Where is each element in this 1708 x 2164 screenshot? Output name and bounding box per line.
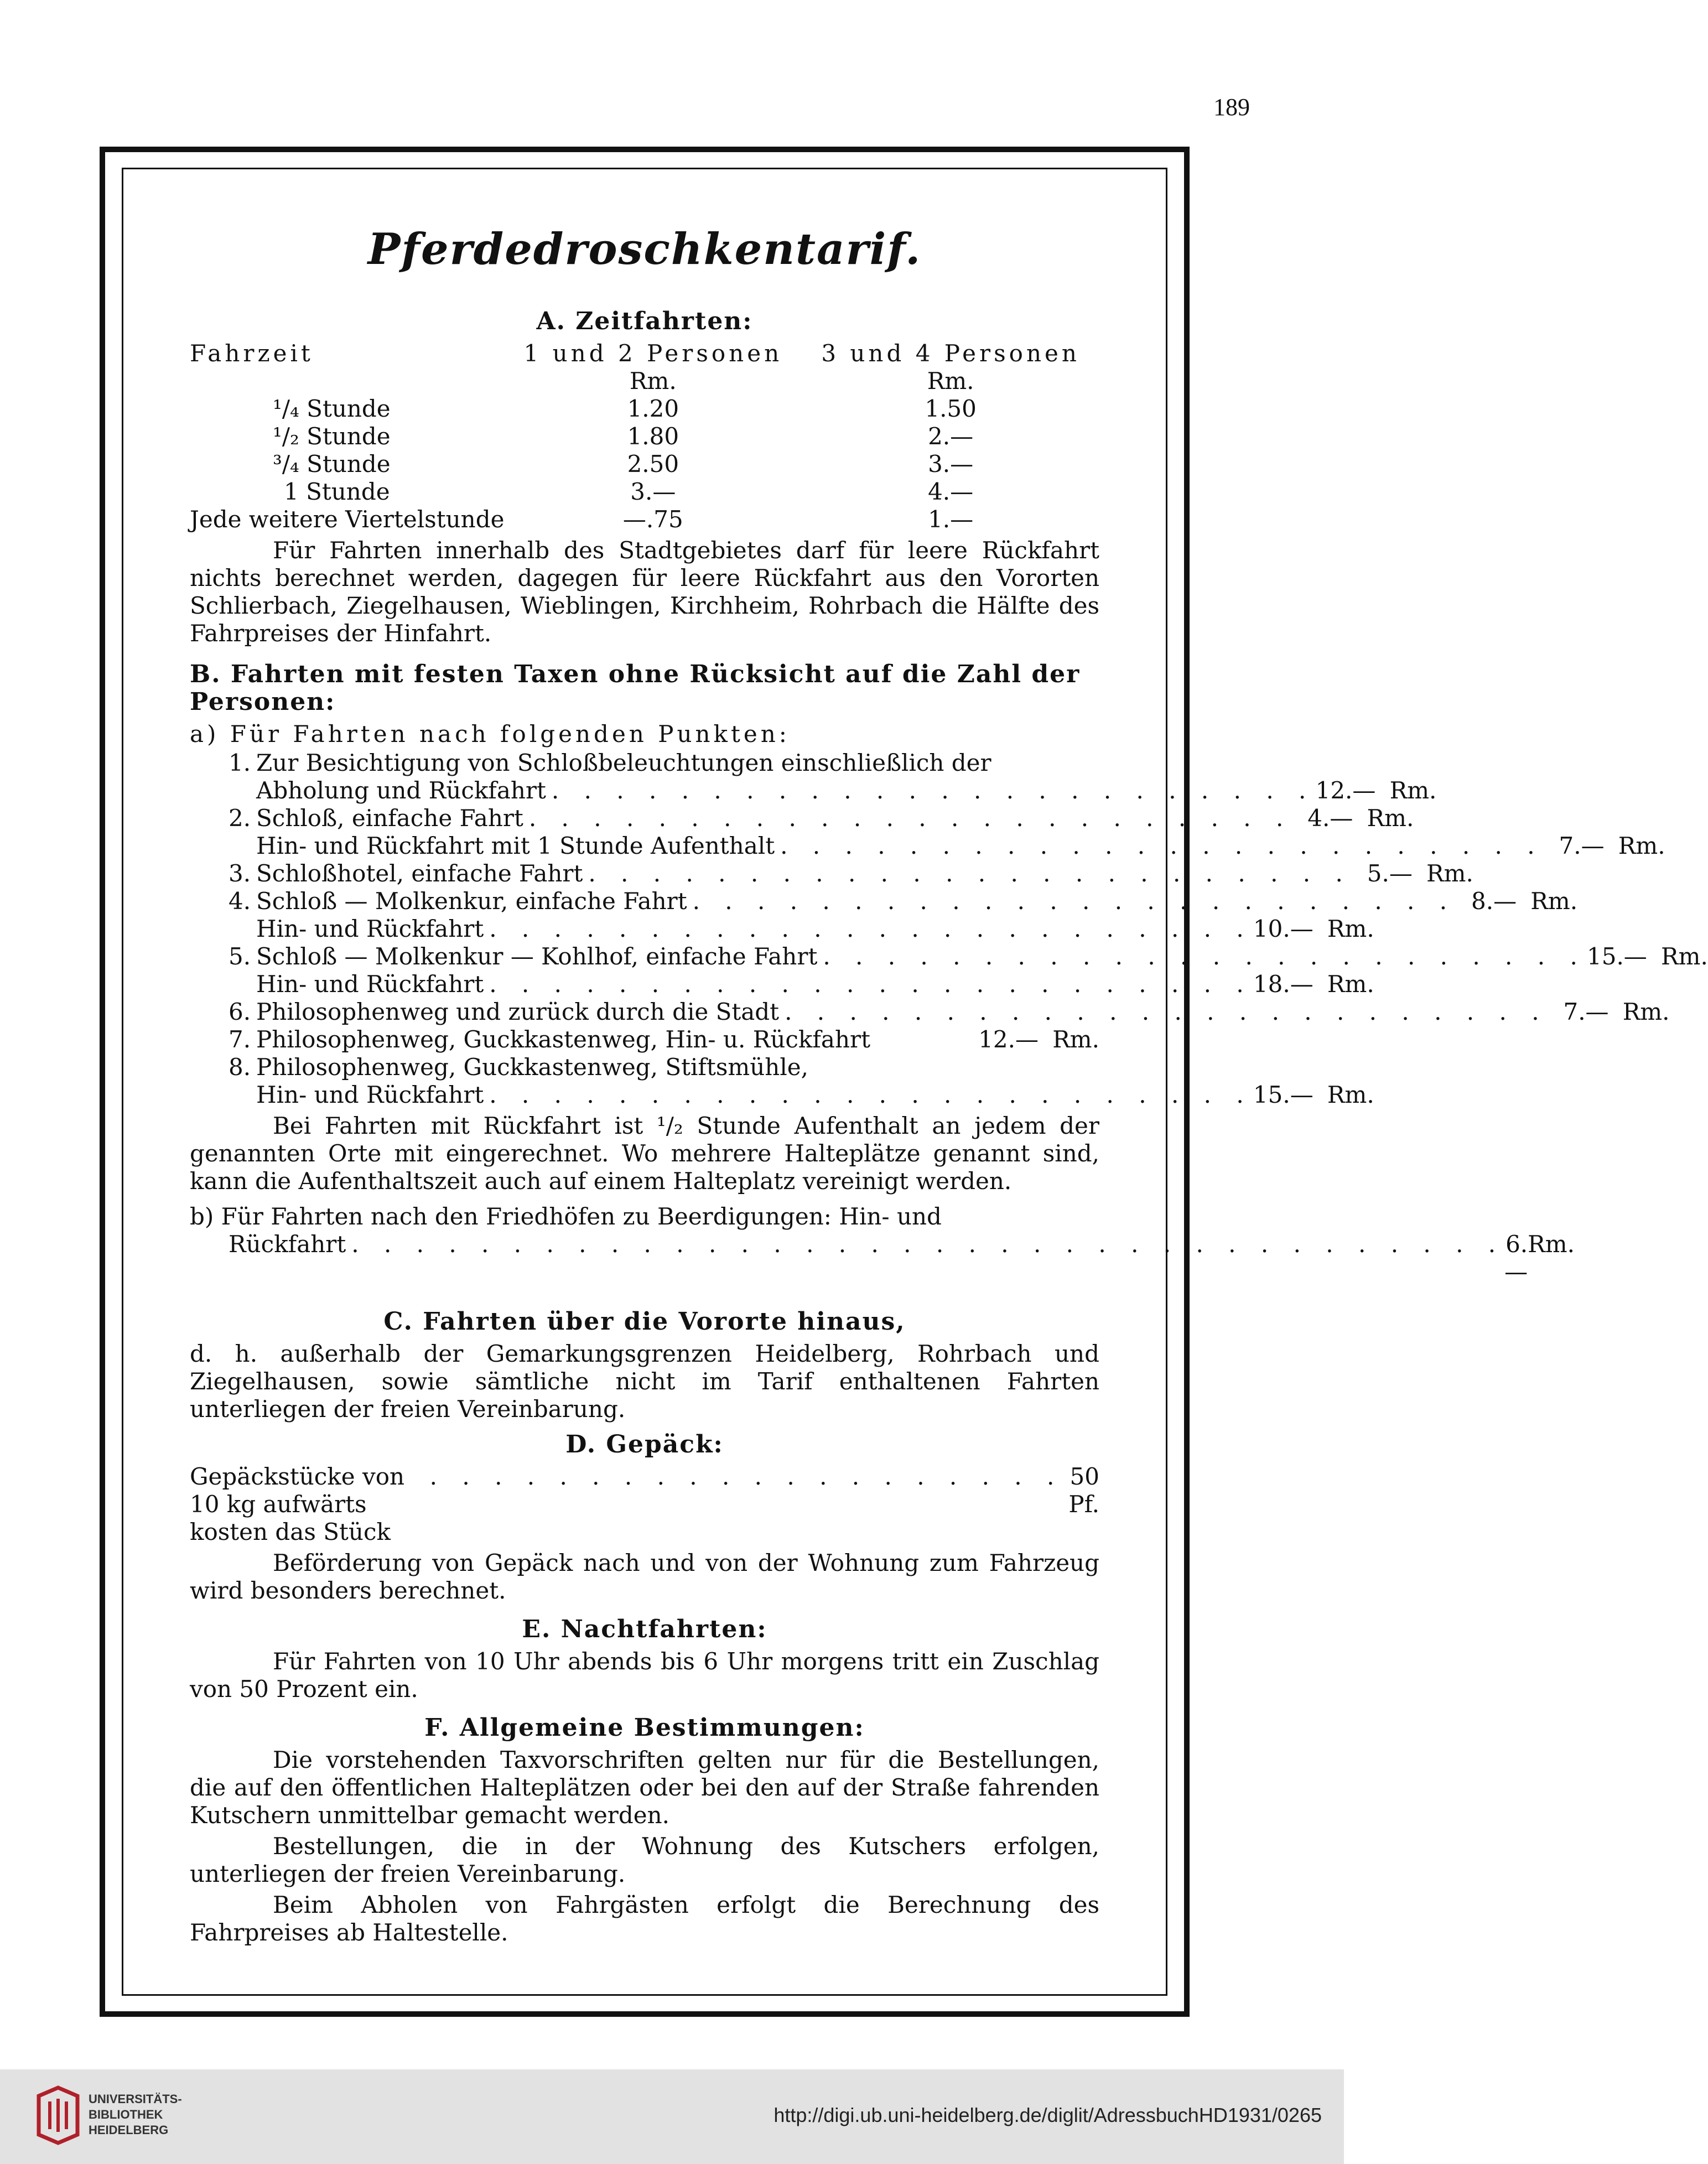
item-currency: Rm.: [1389, 777, 1437, 804]
dot-leader: . . . . . . . . . . . . . . . . . . . . . . . .: [823, 943, 1586, 970]
section-c-text: d. h. außerhalb der Gemarkungsgrenzen Heidelberg, Rohrbach und Ziegelhausen, sowie sämtliche nicht im Tarif enthaltenen Fahrten unterliegen der freien Vereinbarung.: [190, 1340, 1099, 1423]
column-header: Fahrzeit: [190, 340, 314, 367]
item-number: 6.: [229, 998, 251, 1025]
item-text: Schloß — Molkenkur — Kohlhof, einfache Fahrt: [256, 943, 818, 970]
section-f-paragraph: Beim Abholen von Fahrgästen erfolgt die Berechnung des Fahrpreises ab Haltestelle.: [190, 1891, 1099, 1946]
dot-leader: . . . . . . . . . . . . . . . . . . . . . . . .: [785, 998, 1548, 1025]
item-number: 1.: [229, 749, 251, 776]
dot-leader: . . . . . . . . . . . . . . . . . . . . . . . . . . . . . . . . . . . .: [351, 1231, 1505, 1258]
list-item: [229, 915, 1374, 943]
library-name-line: BIBLIOTHEK: [89, 2108, 163, 2121]
currency-label: Rm.: [629, 367, 677, 395]
dot-leader: . . . . . . . . . . . . . . . . . . . . . . . .: [489, 1081, 1253, 1108]
item-currency: Rm.: [1367, 805, 1414, 832]
section-a-heading: A. Zeitfahrten:: [536, 307, 753, 335]
dot-leader: . . . . . . . . . . . . . . . . . . . . . . . .: [489, 915, 1253, 942]
section-b-heading: B. Fahrten mit festen Taxen ohne Rücksicht auf die Zahl der Personen:: [190, 660, 1081, 716]
item-text: Hin- und Rückfahrt: [256, 915, 484, 942]
item-number: 7.: [229, 1026, 251, 1053]
row-label: ¹/₂ Stunde: [273, 423, 391, 450]
item-currency: Rm.: [1426, 860, 1473, 887]
list-item: [229, 1054, 1099, 1081]
item-price: 15.—: [1587, 943, 1647, 970]
section-c-heading: C. Fahrten über die Vororte hinaus,: [383, 1307, 906, 1336]
item-price: 12.—: [1315, 777, 1376, 804]
price-cell: 1.—: [928, 506, 974, 533]
sub-b-price: 6.—: [1504, 1231, 1528, 1285]
table-row: [190, 450, 1099, 478]
item-price: 8.—: [1471, 888, 1517, 915]
item-text: Philosophenweg und zurück durch die Stadt: [256, 998, 780, 1025]
section-b-sub-b-row: [190, 1231, 1575, 1286]
fixed-fare-list: [229, 749, 1708, 1109]
currency-label: Rm.: [927, 367, 974, 395]
library-name: [89, 2092, 182, 2138]
item-text: Hin- und Rückfahrt: [256, 1081, 484, 1108]
section-a-note: Für Fahrten innerhalb des Stadtgebietes darf für leere Rückfahrt nichts berechnet werden, dagegen für leere Rückfahrt aus den Vororten Schlierbach, Ziegelhausen, Wieblingen, Kirchheim, Rohrbach die Hälfte des Fahrpreises der Hinfahrt.: [190, 537, 1099, 647]
dot-leader: . . . . . . . . . . . . . . . . . . . . . . . .: [780, 832, 1544, 859]
item-currency: Rm.: [1530, 888, 1578, 915]
price-cell: 3.—: [928, 450, 974, 478]
item-currency: Rm.: [1327, 915, 1374, 942]
item-price: 4.—: [1307, 805, 1353, 832]
table-row: [190, 478, 1099, 506]
row-label: 1 Stunde: [284, 478, 390, 505]
item-currency: Rm.: [1327, 971, 1374, 998]
currency-row: [190, 367, 1099, 395]
luggage-row: [190, 1463, 1099, 1546]
item-text: Schloßhotel, einfache Fahrt: [256, 860, 583, 887]
library-logo-icon: [33, 2085, 83, 2146]
item-text: Hin- und Rückfahrt mit 1 Stunde Aufenthalt: [256, 832, 775, 859]
section-e-heading: E. Nachtfahrten:: [522, 1615, 767, 1643]
column-header: 3 und 4 Personen: [821, 340, 1080, 367]
list-item: [229, 1026, 1099, 1054]
list-item: [229, 749, 1099, 777]
section-d-heading: D. Gepäck:: [565, 1430, 724, 1459]
item-currency: Rm.: [1052, 1026, 1099, 1053]
section-d-note: Beförderung von Gepäck nach und von der Wohnung zum Fahrzeug wird besonders berechnet.: [190, 1549, 1099, 1604]
list-item: [229, 832, 1665, 860]
price-cell: 3.—: [630, 478, 676, 505]
price-cell: 2.50: [627, 450, 679, 478]
dot-leader: . . . . . . . . . . . . . . . . . . . . . . . .: [551, 777, 1315, 804]
list-item: [229, 998, 1670, 1026]
dot-leader: . . . . . . . . . . . . . . . . . . . . . . . .: [692, 888, 1456, 915]
item-price: 5.—: [1367, 860, 1413, 887]
luggage-text: Gepäckstücke von 10 kg aufwärts kosten das Stück: [190, 1463, 405, 1545]
section-b-note: Bei Fahrten mit Rückfahrt ist ¹/₂ Stunde Aufenthalt an jedem der genannten Orte mit eingerechnet. Wo mehrere Halteplätze genannt sind, kann die Aufenthaltszeit auch auf einem Halteplatz vereinigt werden.: [190, 1112, 1099, 1195]
item-text: Schloß, einfache Fahrt: [256, 805, 523, 832]
item-currency: Rm.: [1618, 832, 1665, 859]
item-number: 3.: [229, 860, 251, 887]
page-number: 189: [1213, 94, 1250, 121]
price-cell: —.75: [622, 506, 683, 533]
item-text: Abholung und Rückfahrt: [256, 777, 546, 804]
item-currency: Rm.: [1622, 998, 1670, 1025]
row-label: ¹/₄ Stunde: [273, 395, 391, 422]
table-header-row: [190, 340, 1099, 367]
item-number: 8.: [229, 1054, 251, 1081]
dot-leader: . . . . . . . . . . . . . . . . . . . . . . . .: [588, 860, 1352, 887]
sub-b-currency: Rm.: [1528, 1231, 1575, 1258]
section-b-sub-a: a) Für Fahrten nach folgenden Punkten:: [190, 720, 790, 748]
item-number: 5.: [229, 943, 251, 970]
dot-leader: . . . . . . . . . . . . . . . . . . . . . . . .: [528, 805, 1292, 832]
item-number: 4.: [229, 888, 251, 915]
sub-b-text: Rückfahrt: [229, 1231, 346, 1258]
item-text: Philosophenweg, Guckkastenweg, Hin- u. Rückfahrt: [256, 1026, 870, 1053]
time-tariff-table: [190, 340, 1099, 533]
price-cell: 4.—: [928, 478, 974, 505]
item-price: 7.—: [1563, 998, 1609, 1025]
item-text: Schloß — Molkenkur, einfache Fahrt: [256, 888, 687, 915]
item-price: 7.—: [1559, 832, 1605, 859]
row-label: ³/₄ Stunde: [273, 450, 391, 478]
dot-leader: . . . . . . . . . . . . . . . . . . . . . . . .: [489, 971, 1253, 998]
item-price: 12.—: [978, 1026, 1039, 1053]
source-url-link[interactable]: http://digi.ub.uni-heidelberg.de/diglit/AdressbuchHD1931/0265: [773, 2104, 1322, 2126]
row-label: Jede weitere Viertelstunde: [190, 506, 505, 533]
item-price: 15.—: [1253, 1081, 1314, 1108]
luggage-price: 50 Pf.: [1068, 1463, 1099, 1518]
item-text: Hin- und Rückfahrt: [256, 971, 484, 998]
library-name-line: UNIVERSITÄTS-: [89, 2092, 182, 2106]
item-price: 10.—: [1253, 915, 1314, 942]
list-item: [229, 805, 1414, 832]
price-cell: 1.20: [627, 395, 679, 422]
section-f-paragraph: Die vorstehenden Taxvorschriften gelten nur für die Bestellungen, die auf den öffentlichen Halteplätzen oder bei den auf der Straße fahrenden Kutschern unmittelbar gemacht werden.: [190, 1746, 1099, 1829]
library-name-line: HEIDELBERG: [89, 2123, 169, 2137]
section-f-paragraph: Bestellungen, die in der Wohnung des Kutschers erfolgen, unterliegen der freien Vereinbarung.: [190, 1833, 1099, 1887]
table-row: [190, 506, 1099, 533]
document-title: Pferdedroschkentarif.: [367, 224, 922, 274]
document-content: [190, 224, 1708, 1947]
dot-leader: . . . . . . . . . . . . . . . . . . . .: [429, 1463, 1063, 1490]
list-item: [229, 888, 1578, 915]
footer-bar: [0, 2069, 1344, 2164]
list-item: [229, 777, 1437, 805]
list-item: [229, 943, 1708, 971]
page-frame-inner: [122, 168, 1708, 1996]
list-item: [229, 971, 1374, 998]
item-text: Zur Besichtigung von Schloßbeleuchtungen einschließlich der: [256, 749, 991, 776]
item-currency: Rm.: [1327, 1081, 1374, 1108]
column-header: 1 und 2 Personen: [523, 340, 783, 367]
section-f-heading: F. Allgemeine Bestimmungen:: [424, 1714, 865, 1742]
section-b-sub-b: b) Für Fahrten nach den Friedhöfen zu Beerdigungen: Hin- und: [190, 1203, 942, 1230]
item-number: 2.: [229, 805, 251, 832]
item-text: Philosophenweg, Guckkastenweg, Stiftsmühle,: [256, 1054, 808, 1081]
item-price: 18.—: [1253, 971, 1314, 998]
table-row: [190, 423, 1099, 450]
price-cell: 1.80: [627, 423, 679, 450]
price-cell: 1.50: [925, 395, 977, 422]
list-item: [229, 860, 1473, 888]
list-item: [229, 1081, 1374, 1109]
item-currency: Rm.: [1661, 943, 1708, 970]
section-e-text: Für Fahrten von 10 Uhr abends bis 6 Uhr morgens tritt ein Zuschlag von 50 Prozent ein.: [190, 1648, 1099, 1703]
table-row: [190, 395, 1099, 423]
price-cell: 2.—: [928, 423, 974, 450]
page-frame: [100, 147, 1708, 2017]
